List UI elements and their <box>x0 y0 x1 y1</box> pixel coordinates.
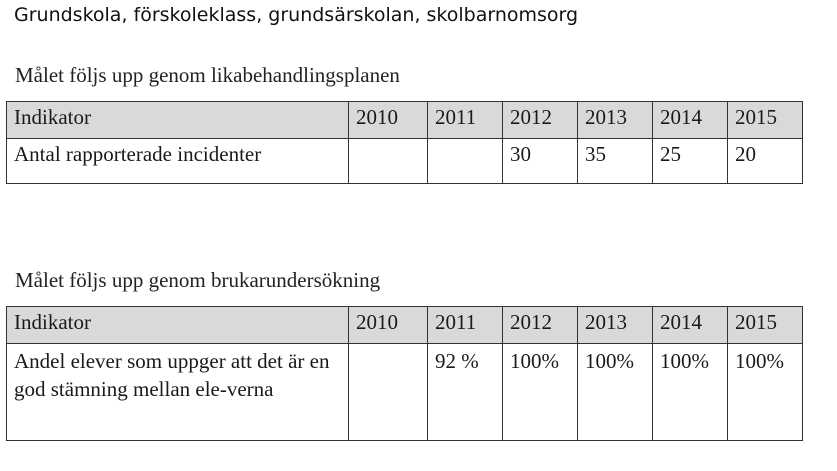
table-header-row <box>7 102 803 139</box>
column-header-2011: 2011 <box>428 307 503 344</box>
column-header-2011: 2011 <box>428 102 503 139</box>
table-header-row <box>7 307 803 344</box>
table-row <box>7 139 803 184</box>
value-cell-2013: 35 <box>578 139 653 184</box>
value-cell-2014: 25 <box>653 139 728 184</box>
value-cell-2012: 30 <box>503 139 578 184</box>
section-caption-brukarundersokning: Målet följs upp genom brukarundersökning <box>15 268 381 292</box>
value-cell-2010 <box>349 344 428 441</box>
indicator-table-survey <box>6 306 803 441</box>
column-header-2012: 2012 <box>503 307 578 344</box>
value-cell-2015: 20 <box>728 139 803 184</box>
indicator-cell: Antal rapporterade incidenter <box>7 139 349 184</box>
column-header-2010: 2010 <box>349 102 428 139</box>
column-header-2013: 2013 <box>578 307 653 344</box>
table-row <box>7 344 803 441</box>
value-cell-2015: 100% <box>728 344 803 441</box>
indicator-cell: Andel elever som uppger att det är en god stämning mellan ele-verna <box>7 344 349 441</box>
column-header-2015: 2015 <box>728 307 803 344</box>
column-header-2010: 2010 <box>349 307 428 344</box>
value-cell-2014: 100% <box>653 344 728 441</box>
value-cell-2010 <box>349 139 428 184</box>
value-cell-2011 <box>428 139 503 184</box>
value-cell-2012: 100% <box>503 344 578 441</box>
column-header-2014: 2014 <box>653 102 728 139</box>
column-header-2015: 2015 <box>728 102 803 139</box>
column-header-2014: 2014 <box>653 307 728 344</box>
page-heading: Grundskola, förskoleklass, grundsärskolan, skolbarnomsorg <box>14 4 579 26</box>
value-cell-2011: 92 % <box>428 344 503 441</box>
column-header-2013: 2013 <box>578 102 653 139</box>
value-cell-2013: 100% <box>578 344 653 441</box>
column-header-indikator: Indikator <box>7 102 349 139</box>
column-header-indikator: Indikator <box>7 307 349 344</box>
column-header-2012: 2012 <box>503 102 578 139</box>
section-caption-likabehandling: Målet följs upp genom likabehandlingsplanen <box>15 63 400 87</box>
indicator-table-incidents <box>6 101 803 184</box>
